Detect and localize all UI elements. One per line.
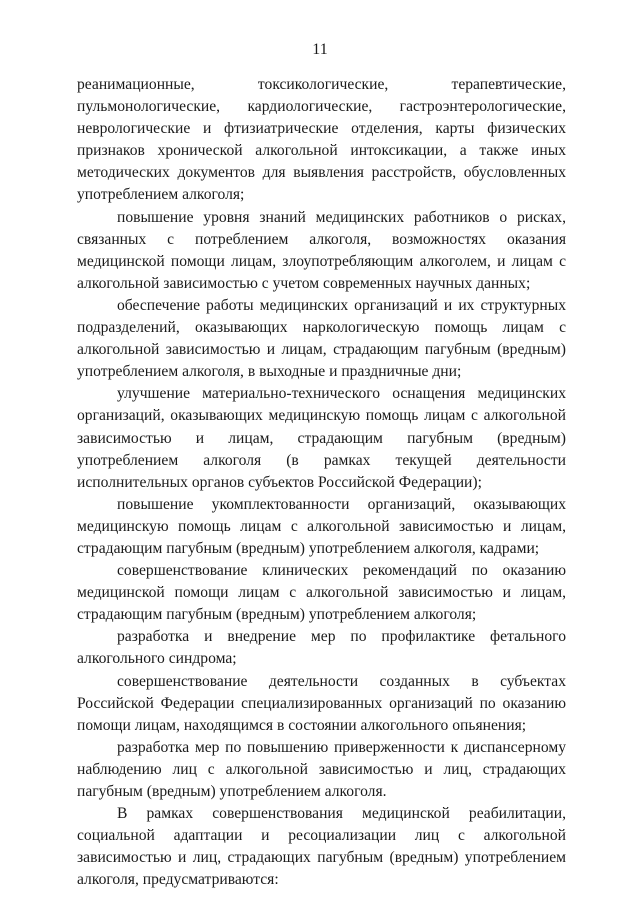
paragraph-staffing: повышение укомплектованности организаций, оказывающих медицинскую помощь лицам с алкогольной зависимостью и лицам, страдающим пагубным (вредным) употреблением алкоголя, кадрами; [77, 495, 566, 557]
paragraph-specialized-organizations: совершенствование деятельности созданных в субъектах Российской Федерации специализированных организаций по оказанию помощи лицам, находящимся в состоянии алкогольного опьянения; [77, 672, 566, 734]
paragraph-equipment: улучшение материально-технического оснащения медицинских организаций, оказывающих медицинскую помощь лицам с алкогольной зависимостью и лицам, страдающим пагубным (вредным) употреблением алкоголя (в рамках текущей деятельности исполнительных органов субъектов Российской Федерации); [77, 385, 566, 491]
page-number: 11 [312, 41, 328, 58]
paragraph-weekend-work: обеспечение работы медицинских организаций и их структурных подразделений, оказывающих наркологическую помощь лицам с алкогольной зависимостью и лицам, страдающим пагубным (вредным) употреблением алкоголя, в выходные и праздничные дни; [77, 296, 566, 381]
paragraph-rehabilitation-intro: В рамках совершенствования медицинской реабилитации, социальной адаптации и ресоциализации лиц с алкогольной зависимостью и лиц, страдающих пагубным (вредным) употреблением алкоголя, предусматриваются: [77, 805, 566, 889]
paragraph-clinical-guidelines: совершенствование клинических рекомендаций по оказанию медицинской помощи лицам с алкогольной зависимостью и лицам, страдающим пагубным (вредным) употреблением алкоголя; [77, 562, 566, 624]
body-text [77, 74, 566, 891]
paragraph-fetal-syndrome: разработка и внедрение мер по профилактике фетального алкогольного синдрома; [77, 628, 566, 668]
paragraph-knowledge-level: повышение уровня знаний медицинских работников о рисках, связанных с потреблением алкоголя, возможностях оказания медицинской помощи лицам, злоупотребляющим алкоголем, и лицам с алкогольной зависимостью с учетом современных научных данных; [77, 208, 566, 292]
paragraph-departments-continuation: реанимационные, токсикологические, терапевтические, пульмонологические, кардиологические, гастроэнтерологические, неврологические и фтизиатрические отделения, карты физических признаков хронической алкогольной интоксикации, а также иных методических документов для выявления расстройств, обусловленных употреблением алкоголя; [77, 76, 566, 204]
paragraph-dispensary-adherence: разработка мер по повышению приверженности к диспансерному наблюдению лиц с алкогольной зависимостью и лиц, страдающих пагубным (вредным) употреблением алкоголя. [77, 738, 566, 800]
